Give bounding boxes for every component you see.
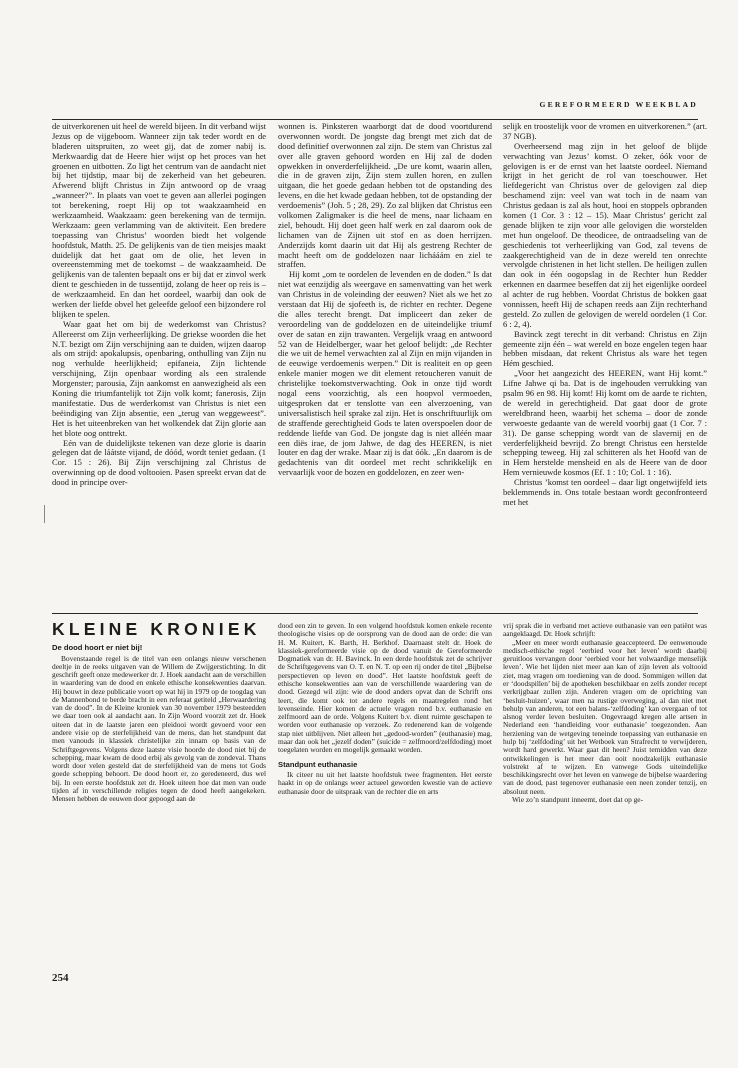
section-title: KLEINE KRONIEK [52,619,261,639]
paragraph: Wie zo’n standpunt inneemt, doet dat op ge- [512,794,644,804]
paragraph: de uitverkorenen uit heel de wereld bijeen. In dit verband wijst Jezus op de vijgeboom. Wanneer zijn tak teder wordt en de bladeren uitspruiten, zo weet gij, dat de zomer nabij is. Merkwaardig dat de Heere hier wijst op het proces van het groenen en uitbotten. Zo ligt het centrum van de aandacht niet bij het tijdstip, maar bij de zekerheid van het gebeuren. Afwerend blijft Christus in Zijn antwoord op de vraag „wanneer?”. In plaats van voet te geven aan allerlei pogingen tot berekening, roept Hij op tot waakzaamheid en werkzaamheid. Waakzaam: geen berekening van de termijn. Werkzaam: geen verlamming van de aktiviteit. Een bredere toepassing van Christus’ woorden biedt het volgende hoofdstuk, Matth. 25. De gelijkenis van de tien meisjes maakt duidelijk dat het gaat om de olie, het leven in overeenstemming met de toekomst – de waakzaamheid. De gelijkenis van de talenten bepaalt ons er bij dat er zinvol werk dient te geschieden in de tussentijd, zolang de heer op reis is – de werkzaamheid. En dan het oordeel, waarbij dan ook de werken der liefde obvel het geleefde geloof een bijzondere rol blijken te spelen. [52,122,266,319]
subheading: De dood hoort er niet bij! [52,643,143,652]
paragraph: Eén van de duidelijkste tekenen van deze glorie is daarin gelegen dat de láátste vijand, de dóód, wordt teniet gedaan. (1 Cor. 15 : 26). Bij Zijn verschijning zal Christus de overwinning op de dood voltooien. Pasen spreekt ervan dat de dood in principe over- [52,437,266,488]
paragraph: „Voor het aangezicht des HEEREN, want Hij komt.” Lifne Jahwe qi ba. Dat is de ingehouden verrukking van psalm 96 en 98. Hij komt! Hij komt om de aarde te richten, de wereld in gerechtigheid. Dat gaat door de grote wereldbrand heen, waarbij het schema – door de zonde verwoeste gedaante van de wereld voorbij gaat (1 Cor. 7 : 31). De ganse schepping wordt van de slavernij en de verderfelijkheid bevrijd. Zo brengt Christus een herstelde schepping teweeg. Hij zal schitteren als het Hoofd van de in Hem herstelde mensheid en als de Heere van de door Hem vernieuwde kosmos (Ef. 1 : 10; Col. 1 : 16). [503,368,707,478]
kroniek-column-1 [52,642,266,960]
paragraph: selijk en troostelijk voor de vromen en uitverkorenen.” (art. 37 NGB). [503,122,707,141]
running-header: GEREFORMEERD WEEKBLAD [52,92,698,120]
section-divider [52,613,698,614]
paragraph: Bovenstaande regel is de titel van een onlangs nieuw verschenen deeltje in de reeks uitgaven van de Willem de Zwijgerstichting. In dit geschrift geeft onze medewerker dr. J. Hoek aandacht aan de verschillen in waardering van de dood en enkele ethische konsekwenties daarvan. Hij bouwt in deze publicatie voort op wat hij in 1979 op de toogdag van de Mannenbond te berde bracht in een referaat getiteld „Herwaardering van de dood”. In de Kleine kroniek van 30 november 1979 besteedden we daar toen ook al aandacht aan. In Zijn Woord voorzit zet dr. Hoek uiteen dat in de laatste jaren een pleidooi wordt gevoerd voor een andere visie op de sterfelijkheid van de mens, dan het standpunt dat men vanouds in klassiek christelijke zin innam op basis van de Schriftgegevens. Volgens deze laatste visie hoorde de dood niet bij de schepping, maar kwam de dood erbij als gevolg van de zondeval. Thans wordt door velen gesteld dat de sterfelijkheid van de mens tot Gods goede schepping behoort. De dood hoort er, zo geredeneerd, dus wel bij. In een eerste hoofdstuk zet dr. Hoek uiteen hoe dat men van oude tijden af in verschillende religies tegen de dood heeft aangekeken. Mensen hebben de eeuwen door gepoogd aan de [52,653,266,804]
article-column-2 [278,122,492,612]
paragraph: wonnen is. Pinksteren waarborgt dat de dood voortdurend overwonnen wordt. De jongste dag brengt met zich dat de dood definitief overwonnen zal zijn. De stem van Christus zal over alle graven gehoord worden en Hij zal de doden opwekken in onverderfelijkheid. „De ure komt, waarin allen, die in de graven zijn, Zijn stem zullen horen, en zullen uitgaan, die het goede gedaan hebben tot de opstanding des levens, en die het kwade gedaan hebben, tot de opstanding der verdoemenis” (Joh. 5 ; 28, 29). Zo zal blijken dat Christus een volkomen Zaligmaker is die heel de mens, naar lichaam en ziel, behoudt. Hij doet geen half werk en zal daarom ook de lichamen van de Zijnen uit stof en as doen herrijzen. Anderzijds komt daarin uit dat Hij als gestreng Rechter de macht heeft om de goddelozen naar lichááám en ziel te straffen. [278,122,492,270]
article-column-1 [52,122,266,612]
paragraph: dood een zin te geven. In een volgend hoofdstuk komen enkele recente theologische visies op de oorsprong van de dood aan de orde: die van H. M. Kuitert, K. Barth, H. Berkhof. Daarnaast stelt dr. Hoek de klassiek-gereformeerde visie op de dood vanuit de Gereformeerde Dogmatiek van dr. H. Bavinck. In een derde hoofdstuk zet de schrijver de Schriftgegevens van O. T. en N. T. op een rij onder de titel „Bijbelse perspectieven op leven en dood”. Het laatste hoofdstuk geeft de ethische konsekwenties aan van de verschillende waardering van de dood. Gezegd wil zijn: wie de dood anders opvat dan de Schrift ons leert, die komt ook tot andere regels en maatregelen rond het levenseinde. Hier komen de actuele vragen rond b.v. euthanasie en zelfmoord aan de orde. Volgens Kuitert b.v. dient ruimte geschapen te worden voor euthanasie op verzoek. Zo redenerend kan de volgende stap niet uitblijven. Niet alleen het „gedood-worden” (euthanasie) mag, maar dan ook het „jezelf doden” (suicide = zelfmoord/zelfdoding) moet toegelaten worden en mogelijk gemaakt worden. [278,622,492,755]
paragraph: vrij sprak die in verband met actieve euthanasie van een patiënt was aangeklaagd. Dr. Hoek schrijft: [503,622,707,639]
article-column-3 [503,122,707,612]
paragraph: Overheersend mag zijn in het geloof de blijde verwachting van Jezus’ komst. O zeker, óók voor de gelovigen is er de ernst van het laatste oordeel. Niemand krijgt in het gericht de rol van toeschouwer. Het liefdegericht van Christus over de gelovigen zal diep beschamend zijn: veel van wat toch in de naam van Christus gedaan is zal als hout, hooi en stoppels opbranden komen (1 Cor. 3 : 12 – 15). Maar Christus’ gericht zal genade blijken te zijn voor alle gelovigen die worstelden met hun ongeloof. De theodicee, de ontraadseling van de geschiedenis tot verheerlijking van God, zal tevens de zaakgerechtigheid van de in deze wereld ten onrechte vervolgde christenen in het licht stellen. De heiligen zullen dan ook in één oogopslag in de Rechter hun Redder erkennen en daarmee beseffen dat zij het eigenlijke oordeel al achter de rug hebben. Voordat Christus de bokken gaat vonnissen, heeft Hij de schapen reeds aan Zijn rechterhand gesteld. Zo zullen de gelovigen de wereld oordelen (1 Cor. 6 : 2, 4). [503,140,707,329]
paragraph: Bavinck zegt terecht in dit verband: Christus en Zijn gemeente zijn één – wat wereld en boze engelen tegen haar hebben misdaan, dat rekent Christus als ware het tegen Hém geschied. [503,328,707,369]
paragraph: Hij komt „om te oordelen de levenden en de doden.” Is dat niet wat eenzijdig als weergave en samenvatting van het werk van Christus in de voleinding der eeuwen? Niet als we het zo verstaan dat Hij de sjofeeth is, de richter en rechter. Degene die alles terecht brengt. Dat impliceert dan zeker de veroordeling van de goddelozen en de uiteindelijke triumf over de satan en zijn trawanten. Vergelijk vraag en antwoord 52 van de Heidelberger, waar het geloof belijdt: „de Rechter die we uit de hemel verwachten zal al Zijn en mijn vijanden in de eeuwige verdoemenis werpen.” Dit is realiteit en op geen enkele manier mogen we dit element retoucheren vanuit de christelijke toekomstverwachting. Ook in onze tijd wordt nogal eens voorzichtig, als een hoopvol vermoeden, uitgesproken dat er tenslotte van een alverzoening, van universalistisch heil sprake zal zijn. Het is onschriftuurlijk om de straffende gerechtigheid Gods te laten overspoelen door de reddende liefde van God. De jongste dag is niet alléén maar een diës irae, de jom Jahwe, de dag des HEEREN, is niet louter en dag der wrake. Maar zij is dat óók. „En daarom is de gedachtenis van dit oordeel met recht schrikkelijk en vervaarlijk voor de bozen en goddelozen, en zeer wen- [278,269,492,478]
paragraph: Waar gaat het om bij de wederkomst van Christus? Allereerst om Zijn verheerlijking. De griekse woorden die het N.T. bezigt om Zijn verschijning aan te duiden, wijzen daarop als om strijd: apokalupsis, openbaring, onthulling van Zijn nu nog verhulde heerlijkheid; epifaneia, Zijn lichtende verschijning, Zijn openbaar wording als een stralende Morgenster; parousia, Zijn aankomst en aanwezigheid als een Koning die triumfantelijk tot Zijn volk komt; fanerosis, Zijn manifestatie. Dus de werderkomst van Christus is niet een beëindiging van Zijn absentie, een „terug van weggeweest”. Het is het uiteenbreken van het wolkendek dat Zijn glorie aan het blote oog onttrekt. [52,318,266,438]
paragraph: Christus ’komst ten oordeel – daar ligt ongetwijfeld iets beklemmends in. Ons totale bestaan wordt geconfronteerd met het [503,477,707,507]
page-number: 254 [52,972,69,984]
binding-mark [44,505,48,523]
kroniek-column-2 [278,622,492,960]
quote-paragraph: „Meer en meer wordt euthanasie geaccepteerd. De eenwenoude medisch-ethische regel ‘eerbied voor het leven’ wordt daarbij geruitloos vervangen door ‘eerbied voor het volwaardige menselijk leven’. Wie het lijden niet meer aan kan of zijn leven als voltooid ziet, mag vragen om toediening van de dood. Sommigen willen dat er ‘doodspillen’ bij de apotheken beschikbaar en zelfs zonder recept verkrijgbaar zullen zijn. Anderen vragen om de oprichting van ‘besluit-huizen’, waar men na rustige overweging, al dan niet met behulp van anderen, tot een balans-‘zelfdoding’ kan overgaan of tot alsnog verder leven besluiten. Ongevraagd kregen alle artsen in Nederland een ‘handleiding voor euthanasie’ toegezonden. Aan herziening van de wetgeving teneinde toepassing van euthanasie en hulp bij ‘zelfdoding’ uit het Wetboek van Strafrecht te verwijderen, wordt hard gewerkt. Waar gaat dit heen? Juist temidden van deze ontwikkelingen is het meer dan ooit noodzakelijk euthanasie volstrekt af te wijzen. En vanwege Gods uiteindelijke beschikkingsrecht over het leven en vanwege de bijbelse waardering van de dood, past tegenover euthanasie een neen zonder tenzij, en absoluut neen. [503,637,707,796]
paragraph: Ik citeer nu uit het laatste hoofdstuk twee fragmenten. Het eerste haakt in op de onlangs weer actueel geworden kwestie van de actieve euthanasie door de uitspraak van de rechter die en arts [278,770,492,796]
kroniek-column-3 [503,622,707,960]
subheading: Standpunt euthanasie [278,759,358,769]
